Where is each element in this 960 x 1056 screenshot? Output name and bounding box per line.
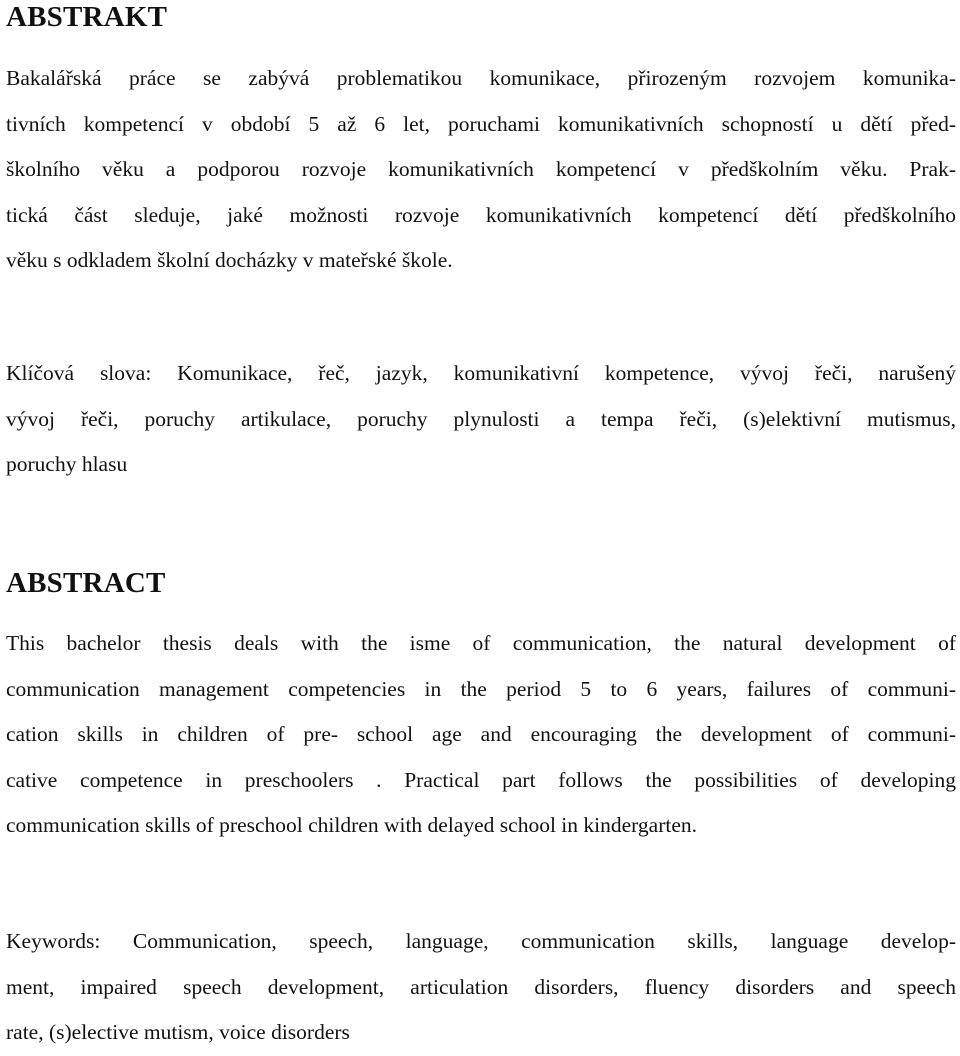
english-abstract-paragraph: [6, 621, 956, 849]
czech-keywords-line: Klíčová slova: Komunikace, řeč, jazyk, komunikativní kompetence, vývoj řeči, narušený: [6, 361, 956, 385]
abstract-heading: ABSTRACT: [6, 567, 166, 599]
czech-abstract-line: školního věku a podporou rozvoje komunikativních kompetencí v předškolním věku. Prak-: [6, 157, 956, 181]
czech-abstract-line: tická část sleduje, jaké možnosti rozvoje komunikativních kompetencí dětí předškolního: [6, 202, 956, 227]
czech-keywords-paragraph: [6, 351, 956, 488]
abstrakt-heading: ABSTRAKT: [6, 1, 168, 33]
czech-abstract-paragraph: [6, 56, 956, 284]
english-abstract-line: cative competence in preschoolers . Practical part follows the possibilities of developing: [6, 767, 956, 792]
czech-abstract-line: tivních kompetencí v období 5 až 6 let, poruchami komunikativních schopností u dětí před-: [6, 111, 956, 136]
english-keywords-line: ment, impaired speech development, articulation disorders, fluency disorders and speech: [6, 974, 956, 999]
english-abstract-line: This bachelor thesis deals with the isme of communication, the natural development of: [6, 631, 956, 655]
czech-abstract-line: Bakalářská práce se zabývá problematikou komunikace, přirozeným rozvojem komunika-: [6, 66, 956, 90]
english-abstract-line: cation skills in children of pre- school age and encouraging the development of communi-: [6, 722, 956, 746]
czech-keywords-line: poruchy hlasu: [6, 452, 128, 476]
english-keywords-paragraph: [6, 919, 956, 1056]
czech-keywords-line: vývoj řeči, poruchy artikulace, poruchy plynulosti a tempa řeči, (s)elektivní mutismus,: [6, 406, 956, 431]
english-abstract-line: communication skills of preschool children with delayed school in kindergarten.: [6, 813, 698, 837]
czech-abstract-line: věku s odkladem školní docházky v mateřské škole.: [6, 248, 453, 272]
english-abstract-line: communication management competencies in the period 5 to 6 years, failures of communi-: [6, 676, 956, 701]
english-keywords-line: rate, (s)elective mutism, voice disorders: [6, 1020, 350, 1044]
english-keywords-line: Keywords: Communication, speech, language, communication skills, language develop-: [6, 929, 956, 953]
